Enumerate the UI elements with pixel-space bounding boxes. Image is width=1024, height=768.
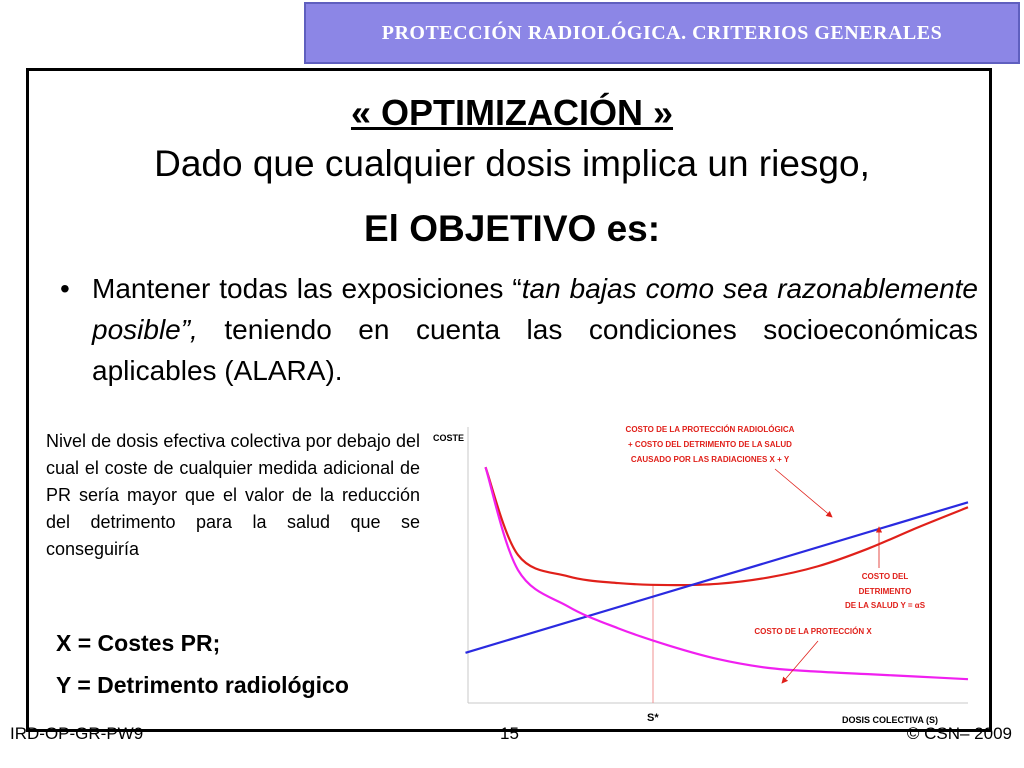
y-axis-label: COSTE xyxy=(433,433,465,443)
bullet-text-italic: tan bajas como sea razonablemente posible”, xyxy=(92,273,978,345)
header-title: PROTECCIÓN RADIOLÓGICA. CRITERIOS GENERALES xyxy=(381,21,943,44)
bullet-text-start: Mantener todas las exposiciones “ xyxy=(92,273,522,304)
series-total-cost xyxy=(486,467,969,585)
annotation-total-line2: + COSTO DEL DETRIMENTO DE LA SALUD xyxy=(628,440,792,449)
optimization-chart xyxy=(430,405,975,730)
optimum-label: S* xyxy=(647,712,659,724)
footer-code: IRD-OP-GR-PW9 xyxy=(10,724,144,743)
annotation-detriment-line3: DE LA SALUD Y = αS xyxy=(844,601,926,610)
annotation-detriment-line2: DETRIMENTO xyxy=(858,587,912,596)
bullet-dot: • xyxy=(60,273,70,304)
annotation-total-arrow xyxy=(775,469,832,517)
x-definition: X = Costes PR; xyxy=(56,630,221,656)
slide-subtitle: Dado que cualquier dosis implica un riesgo, xyxy=(154,143,870,184)
footer-page-number: 15 xyxy=(500,724,519,743)
side-description: Nivel de dosis efectiva colectiva por debajo del cual el coste de cualquier medida adicional de PR sería mayor que el valor de la reducción del detrimento para la salud que se conseguiría xyxy=(46,431,420,559)
objective-heading: El OBJETIVO es: xyxy=(363,208,661,249)
annotation-total-line3: CAUSADO POR LAS RADIACIONES X + Y xyxy=(630,455,790,464)
annotation-protection-arrow xyxy=(782,641,818,683)
bullet-text xyxy=(92,268,978,391)
header-banner xyxy=(304,2,1020,64)
annotation-detriment-line1: COSTO DEL xyxy=(861,572,909,581)
slide-title: « OPTIMIZACIÓN » xyxy=(350,92,674,133)
annotation-protection-line1: COSTO DE LA PROTECCIÓN X xyxy=(754,627,872,636)
annotation-total-line1: COSTO DE LA PROTECCIÓN RADIOLÓGICA xyxy=(625,425,795,434)
bullet-text-end: teniendo en cuenta las condiciones socioeconómicas aplicables (ALARA). xyxy=(92,314,978,386)
x-axis-label: DOSIS COLECTIVA (S) xyxy=(842,715,939,725)
y-definition: Y = Detrimento radiológico xyxy=(56,672,349,698)
footer-copyright: © CSN– 2009 xyxy=(906,724,1012,743)
